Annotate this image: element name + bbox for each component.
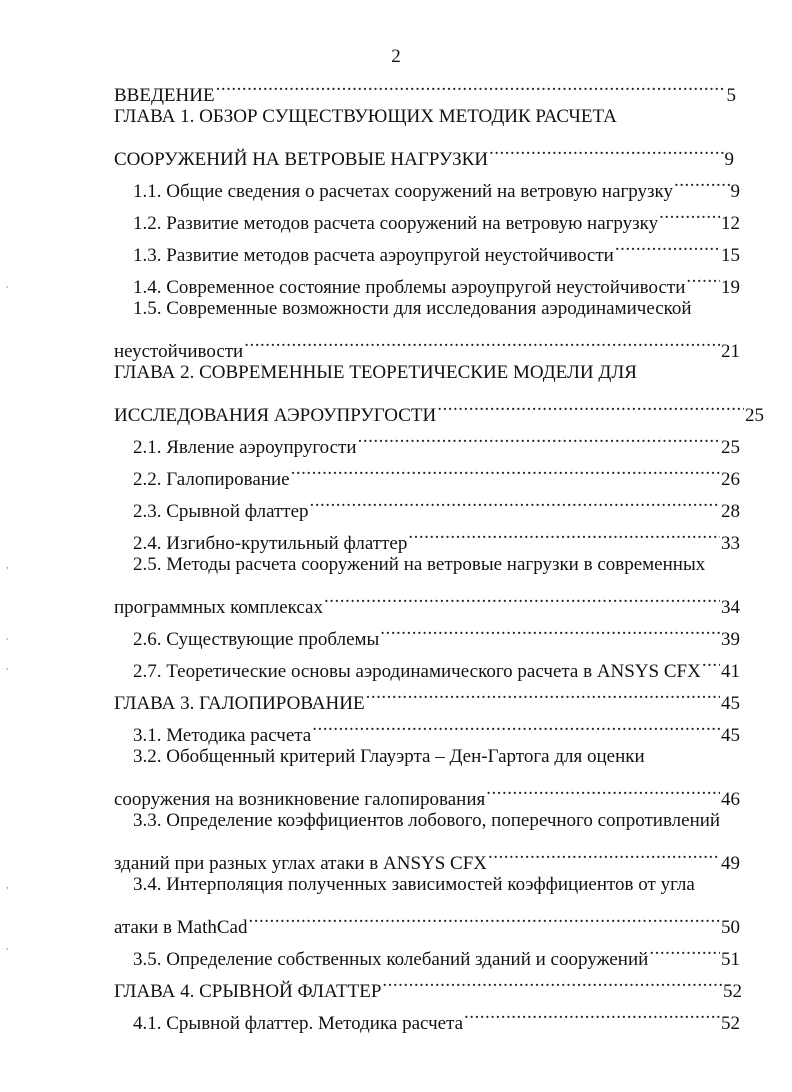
toc-entry-title: 2.4. Изгибно-крутильный флаттер: [133, 533, 408, 554]
toc-entry-title: 2.1. Явление аэроупругости: [133, 437, 357, 458]
chapter-1-title-line1[interactable]: ГЛАВА 1. ОБЗОР СУЩЕСТВУЮЩИХ МЕТОДИК РАСЧЕТА: [114, 106, 617, 127]
scan-mark: ˛: [6, 278, 10, 289]
leader-dots: [659, 197, 720, 229]
toc-entry-page: 12: [721, 213, 740, 234]
toc-entry-2-7[interactable]: [133, 645, 740, 682]
leader-dots: [702, 645, 720, 677]
toc-entry-title: 4.1. Срывной флаттер. Методика расчета: [133, 1013, 464, 1034]
toc-entry-title: 2.3. Срывной флаттер: [133, 501, 309, 522]
leader-dots: [244, 325, 720, 357]
toc-entry-title: зданий при разных углах атаки в ANSYS CFX: [114, 853, 488, 874]
toc-entry-chapter-1[interactable]: [114, 133, 734, 170]
toc-entry-1-1[interactable]: [133, 165, 740, 202]
toc-entry-2-2[interactable]: [133, 453, 740, 490]
toc-entry-3-3[interactable]: [114, 837, 740, 874]
toc-entry-2-1[interactable]: [133, 421, 740, 458]
toc-entry-title: программных комплексах: [114, 597, 323, 618]
leader-dots: [408, 517, 720, 549]
toc-entry-title: 3.1. Методика расчета: [133, 725, 312, 746]
leader-dots: [489, 133, 723, 165]
toc-entry-page: 45: [721, 725, 740, 746]
toc-entry-1-5-line1[interactable]: 1.5. Современные возможности для исследования аэродинамической: [133, 298, 692, 319]
toc-entry-1-3[interactable]: [133, 229, 740, 266]
toc-entry-page: 45: [721, 693, 740, 714]
toc-entry-page: 19: [721, 277, 740, 298]
toc-entry-page: 34: [721, 597, 740, 618]
leader-dots: [291, 453, 720, 485]
leader-dots: [437, 389, 744, 421]
toc-entry-title: неустойчивости: [114, 341, 244, 362]
toc-entry-3-2-line1[interactable]: 3.2. Обобщенный критерий Глауэрта – Ден-Гартога для оценки: [133, 746, 645, 767]
toc-entry-page: 50: [721, 917, 740, 938]
toc-entry-page: 9: [730, 181, 740, 202]
toc-entry-page: 39: [721, 629, 740, 650]
toc-entry-4-1[interactable]: [133, 997, 740, 1034]
leader-dots: [686, 261, 720, 293]
leader-dots: [380, 613, 720, 645]
scan-mark: ˛: [6, 940, 10, 951]
toc-entry-2-5[interactable]: [114, 581, 740, 618]
scan-mark: ,: [6, 560, 9, 571]
toc-entry-2-4[interactable]: [133, 517, 740, 554]
toc-entry-page: 5: [726, 85, 736, 106]
toc-entry-title: ВВЕДЕНИЕ: [114, 85, 215, 106]
toc-entry-page: 41: [721, 661, 740, 682]
toc-entry-title: ИССЛЕДОВАНИЯ АЭРОУПРУГОСТИ: [114, 405, 437, 426]
toc-entry-page: 21: [721, 341, 740, 362]
toc-entry-page: 25: [745, 405, 764, 426]
toc-entry-title: ГЛАВА 4. СРЫВНОЙ ФЛАТТЕР: [114, 981, 382, 1002]
toc-entry-page: 52: [723, 981, 742, 1002]
leader-dots: [249, 901, 721, 933]
toc-entry-page: 51: [721, 949, 740, 970]
toc-entry-page: 49: [721, 853, 740, 874]
toc-entry-1-5[interactable]: [114, 325, 740, 362]
toc-entry-2-6[interactable]: [133, 613, 740, 650]
toc-entry-page: 15: [721, 245, 740, 266]
toc-entry-page: 52: [721, 1013, 740, 1034]
toc-entry-title: 1.1. Общие сведения о расчетах сооружений на ветровую нагрузку: [133, 181, 674, 202]
toc-entry-page: 33: [721, 533, 740, 554]
toc-entry-page: 46: [721, 789, 740, 810]
toc-entry-page: 26: [721, 469, 740, 490]
leader-dots: [366, 677, 720, 709]
toc-entry-title: 1.3. Развитие методов расчета аэроупругой неустойчивости: [133, 245, 614, 266]
toc-entry-3-4-line1[interactable]: 3.4. Интерполяция полученных зависимостей коэффициентов от угла: [133, 874, 695, 895]
toc-entry-intro[interactable]: [114, 69, 736, 106]
leader-dots: [358, 421, 720, 453]
toc-entry-2-3[interactable]: [133, 485, 740, 522]
leader-dots: [464, 997, 720, 1029]
leader-dots: [488, 837, 720, 869]
toc-entry-page: 9: [724, 149, 734, 170]
chapter-2-title-line1[interactable]: ГЛАВА 2. СОВРЕМЕННЫЕ ТЕОРЕТИЧЕСКИЕ МОДЕЛИ ДЛЯ: [114, 362, 637, 383]
toc-entry-chapter-2[interactable]: [114, 389, 764, 426]
toc-entry-title: 2.2. Галопирование: [133, 469, 290, 490]
leader-dots: [486, 773, 720, 805]
toc-entry-chapter-3[interactable]: [114, 677, 740, 714]
toc-entry-page: 28: [721, 501, 740, 522]
toc-entry-chapter-4[interactable]: [114, 965, 742, 1002]
toc-entry-3-2[interactable]: [114, 773, 740, 810]
leader-dots: [674, 165, 729, 197]
leader-dots: [649, 933, 720, 965]
toc-entry-title: 2.7. Теоретические основы аэродинамического расчета в ANSYS CFX: [133, 661, 701, 682]
toc-entry-3-5[interactable]: [133, 933, 740, 970]
scan-mark: ˛: [6, 630, 10, 641]
scan-mark: ˛: [6, 660, 10, 671]
toc-entry-title: СООРУЖЕНИЙ НА ВЕТРОВЫЕ НАГРУЗКИ: [114, 149, 489, 170]
page-number: 2: [391, 46, 401, 67]
leader-dots: [216, 69, 726, 101]
toc-entry-title: 1.2. Развитие методов расчета сооружений на ветровую нагрузку: [133, 213, 659, 234]
toc-entry-title: сооружения на возникновение галопирования: [114, 789, 486, 810]
toc-entry-3-1[interactable]: [133, 709, 740, 746]
leader-dots: [382, 965, 722, 997]
leader-dots: [312, 709, 720, 741]
leader-dots: [324, 581, 720, 613]
toc-entry-3-3-line1[interactable]: 3.3. Определение коэффициентов лобового, поперечного сопротивлений: [133, 810, 721, 831]
toc-entry-title: атаки в MathCad: [114, 917, 248, 938]
toc-entry-title: 3.5. Определение собственных колебаний зданий и сооружений: [133, 949, 649, 970]
toc-entry-title: ГЛАВА 3. ГАЛОПИРОВАНИЕ: [114, 693, 365, 714]
toc-entry-3-4[interactable]: [114, 901, 740, 938]
toc-entry-1-4[interactable]: [133, 261, 740, 298]
toc-entry-title: 1.4. Современное состояние проблемы аэроупругой неустойчивости: [133, 277, 686, 298]
toc-entry-title: 2.6. Существующие проблемы: [133, 629, 380, 650]
toc-entry-1-2[interactable]: [133, 197, 740, 234]
leader-dots: [615, 229, 720, 261]
toc-entry-2-5-line1[interactable]: 2.5. Методы расчета сооружений на ветровые нагрузки в современных: [133, 554, 706, 575]
toc-entry-page: 25: [721, 437, 740, 458]
leader-dots: [310, 485, 720, 517]
scan-mark: ,: [6, 880, 9, 891]
